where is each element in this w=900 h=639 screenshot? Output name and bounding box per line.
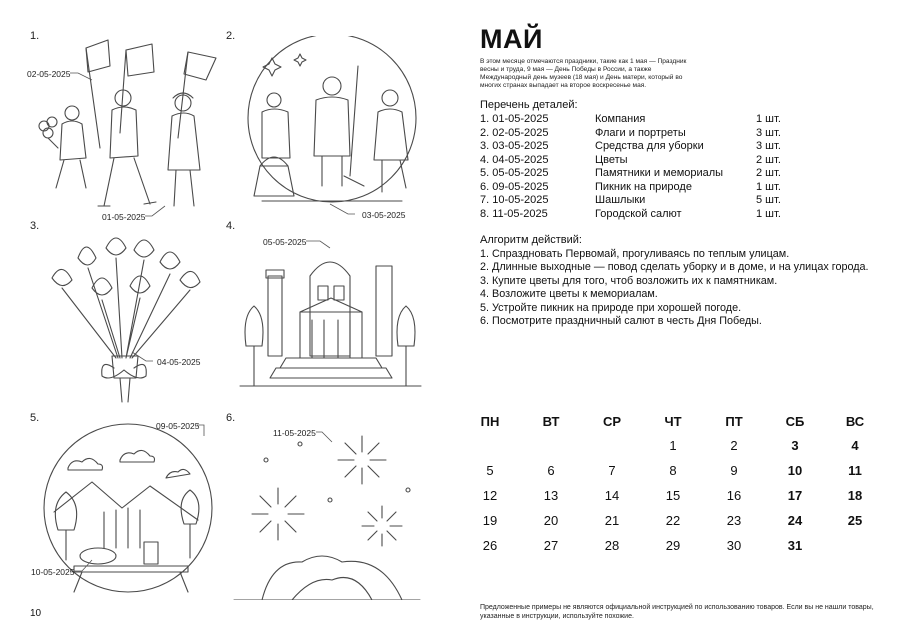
illustration-number-6: 6. — [226, 412, 236, 424]
part-name: Компания — [595, 113, 646, 125]
part-qty: 2 шт. — [756, 153, 781, 166]
calendar-day: 19 — [482, 513, 498, 528]
steps-heading: Алгоритм действий: — [480, 234, 582, 246]
illustration-number-4: 4. — [226, 220, 236, 232]
date-label: 03-05-2025 — [362, 210, 406, 220]
calendar-day: 8 — [669, 463, 677, 478]
calendar-day: 13 — [543, 488, 559, 503]
illustration-number-1: 1. — [30, 30, 40, 42]
part-qty: 3 шт. — [756, 140, 781, 152]
steps-list — [480, 248, 880, 328]
part-code: 5. 05-05-2025 — [480, 167, 549, 179]
page-title: МАЙ — [480, 24, 543, 54]
part-name: Шашлыки — [595, 194, 646, 206]
illustration-tulips — [30, 228, 220, 406]
illustration-parade — [28, 38, 223, 218]
calendar-day: 14 — [604, 488, 620, 503]
calendar-day: 26 — [482, 538, 498, 553]
calendar-day: 22 — [665, 513, 681, 528]
part-name: Памятники и мемориалы — [595, 167, 724, 179]
calendar-day: 23 — [726, 513, 742, 528]
calendar-day-weekend: 17 — [787, 488, 803, 503]
part-qty: 3 шт. — [756, 126, 781, 139]
part-name: Цветы — [595, 153, 628, 166]
calendar-day: 27 — [543, 538, 559, 553]
part-name: Средства для уборки — [595, 140, 704, 152]
part-name: Флаги и портреты — [595, 126, 686, 139]
part-qty: 1 шт. — [756, 207, 781, 220]
list-item — [480, 208, 790, 222]
calendar-day: 30 — [726, 538, 742, 553]
date-label: 04-05-2025 — [157, 357, 201, 367]
calendar-day-weekend: 10 — [787, 463, 803, 478]
part-code: 7. 10-05-2025 — [480, 194, 549, 206]
illustration-number-2: 2. — [226, 30, 236, 42]
weekday-header: ПТ — [725, 414, 743, 429]
list-item: 3. Купите цветы для того, чтоб возложить их к памятникам. — [480, 274, 778, 287]
list-item — [480, 194, 790, 208]
calendar-day-weekend: 18 — [847, 488, 863, 503]
intro-text: В этом месяце отмечаются праздники, такие как 1 мая — Праздник весны и труда, 9 мая — День Победы в России, а также Международный день музеев (18 мая) и День матери, который во многих странах выпадает на второе воскресенье мая. — [480, 58, 687, 89]
calendar-day: 9 — [730, 463, 738, 478]
calendar-day-weekend: 25 — [847, 513, 863, 528]
calendar-day-weekend: 11 — [848, 463, 862, 478]
part-qty: 5 шт. — [756, 194, 781, 206]
calendar-day: 2 — [730, 438, 738, 453]
list-item: 1. Спраздновать Первомай, прогуливаясь по теплым улицам. — [480, 248, 790, 260]
date-label: 09-05-2025 — [156, 421, 200, 431]
illustration-memorial — [238, 236, 423, 401]
list-item: 6. Посмотрите праздничный салют в честь Дня Победы. — [480, 314, 762, 327]
parts-heading: Перечень деталей: — [480, 99, 578, 111]
illustration-fireworks — [232, 430, 422, 600]
part-qty: 1 шт. — [756, 113, 781, 125]
calendar-day: 1 — [669, 438, 677, 453]
calendar-day: 12 — [482, 488, 498, 503]
weekday-header: СБ — [785, 414, 805, 429]
calendar-day-weekend: 3 — [791, 438, 799, 453]
list-item: 5. Устройте пикник на природе при хорошей погоде. — [480, 301, 742, 314]
calendar-day: 29 — [665, 538, 681, 553]
weekday-header: ВТ — [542, 414, 560, 429]
part-qty: 1 шт. — [756, 180, 781, 193]
calendar-day: 7 — [608, 463, 616, 478]
part-code: 2. 02-05-2025 — [480, 126, 549, 139]
weekday-header: ЧТ — [664, 414, 682, 429]
date-label: 11-05-2025 — [273, 428, 316, 438]
calendar-day: 6 — [547, 463, 555, 478]
illustration-number-5: 5. — [30, 412, 40, 424]
weekday-header: СР — [602, 414, 622, 429]
list-item — [480, 113, 790, 127]
part-code: 3. 03-05-2025 — [480, 140, 549, 152]
part-name: Пикник на природе — [595, 180, 692, 193]
part-name: Городской салют — [595, 207, 682, 220]
weekday-header: ПН — [480, 414, 500, 429]
list-item — [480, 127, 790, 141]
list-item — [480, 140, 790, 154]
calendar-day: 20 — [543, 513, 559, 528]
weekday-header: ВС — [845, 414, 865, 429]
calendar-day: 16 — [726, 488, 742, 503]
calendar-day-weekend: 24 — [787, 513, 803, 528]
calendar-day-weekend: 31 — [787, 538, 803, 553]
calendar-day-weekend: 4 — [851, 438, 859, 453]
part-qty: 2 шт. — [756, 167, 781, 179]
list-item: 2. Длинные выходные — повод сделать уборку и в доме, и на улицах города. — [480, 261, 869, 274]
calendar-day: 15 — [665, 488, 681, 503]
date-label: 05-05-2025 — [263, 237, 307, 247]
footer-disclaimer: Предложенные примеры не являются официальной инструкцией по использованию товаров. Если вы не нашли товары, указанные в инструкции, используйте похожие. — [480, 604, 874, 620]
list-item — [480, 167, 790, 181]
part-code: 1. 01-05-2025 — [480, 113, 549, 125]
page-number: 10 — [30, 608, 42, 619]
calendar-day: 28 — [604, 538, 620, 553]
list-item: 4. Возложите цветы к мемориалам. — [480, 288, 658, 301]
part-code: 4. 04-05-2025 — [480, 153, 549, 166]
parts-list — [480, 113, 790, 221]
list-item — [480, 154, 790, 168]
date-label: 02-05-2025 — [27, 69, 71, 79]
calendar-day: 5 — [486, 463, 494, 478]
part-code: 6. 09-05-2025 — [480, 180, 549, 193]
illustration-cleanup — [232, 36, 432, 216]
list-item — [480, 181, 790, 195]
date-label: 01-05-2025 — [102, 212, 146, 222]
part-code: 8. 11-05-2025 — [480, 207, 548, 220]
illustration-number-3: 3. — [30, 220, 40, 232]
calendar-day: 21 — [604, 513, 620, 528]
date-label: 10-05-2025 — [31, 567, 75, 577]
